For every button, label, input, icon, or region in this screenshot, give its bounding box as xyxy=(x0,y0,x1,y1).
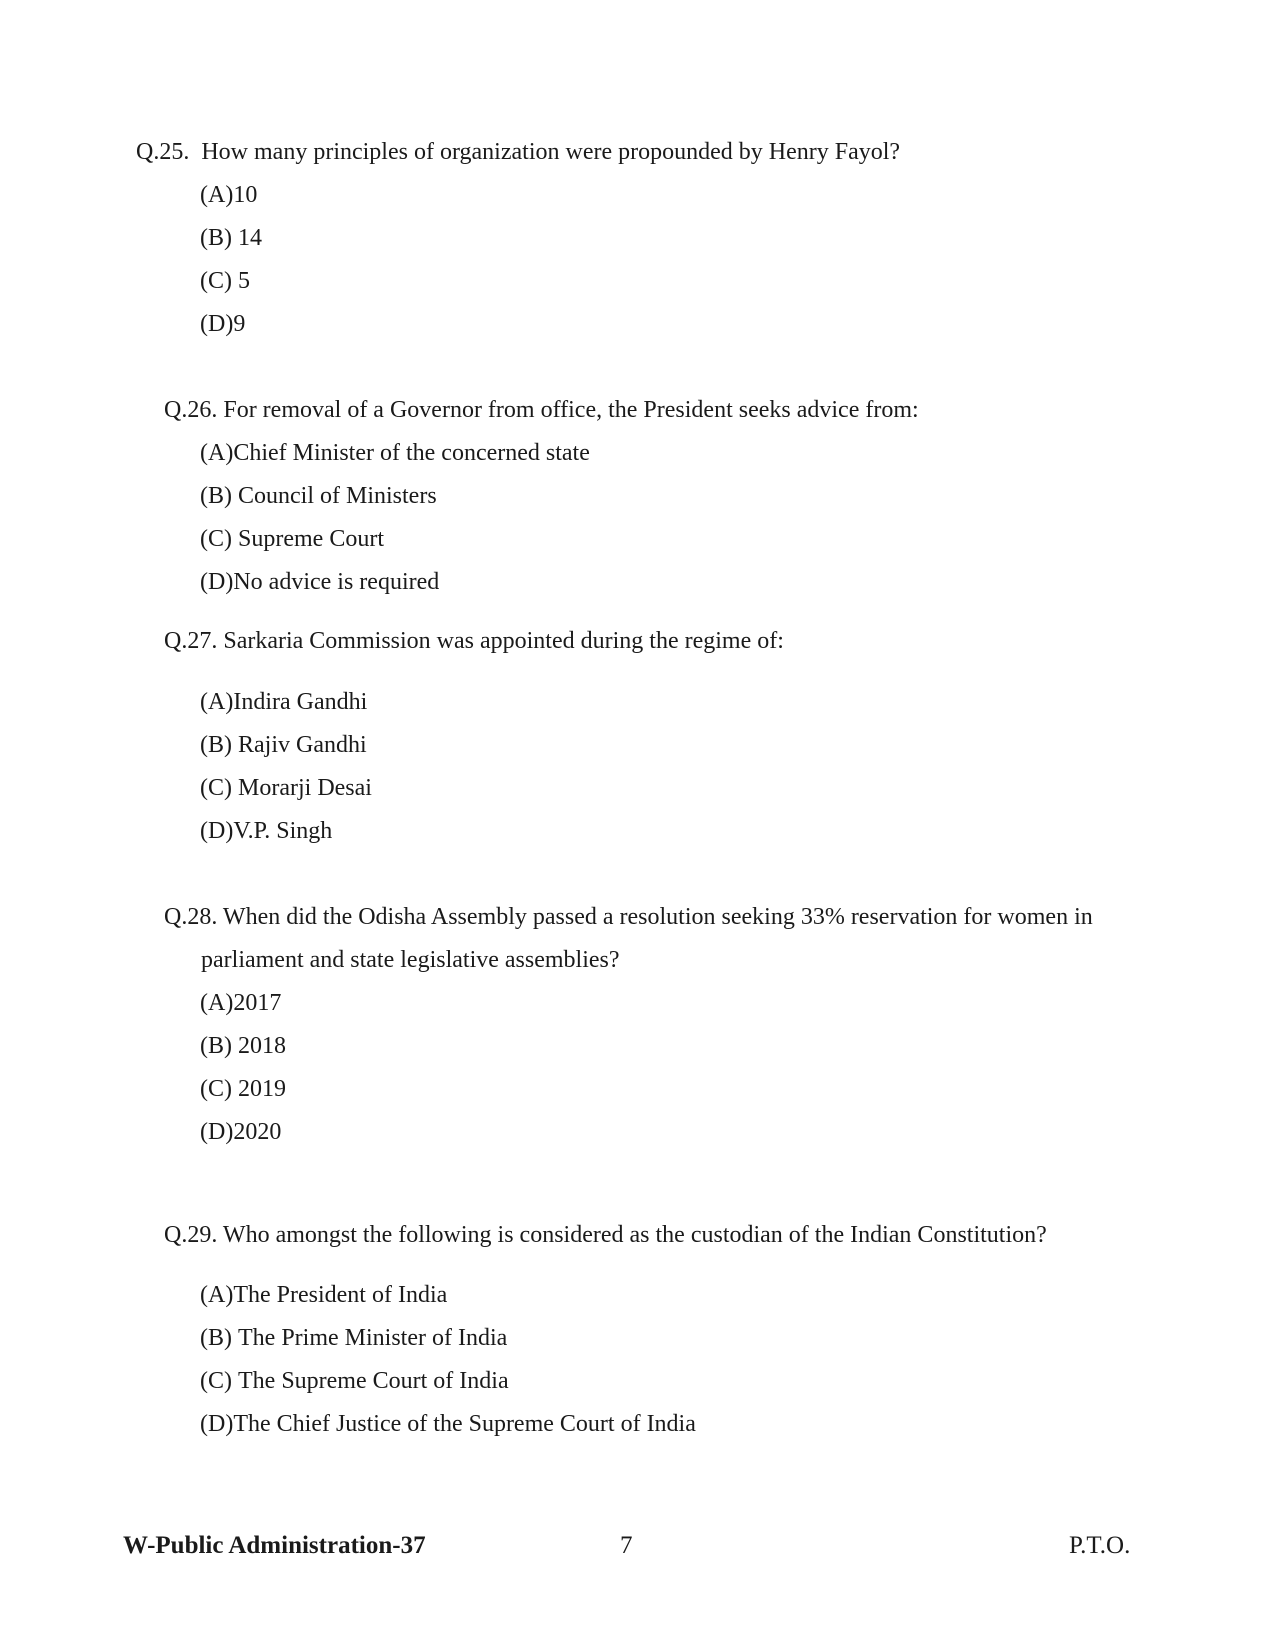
question-number: Q.29. xyxy=(164,1222,218,1248)
option-27-c xyxy=(200,776,372,800)
option-text: 2019 xyxy=(238,1076,286,1102)
option-label: (A) xyxy=(200,689,234,715)
option-text: The President of India xyxy=(233,1282,448,1308)
option-text: The Supreme Court of India xyxy=(238,1368,509,1394)
option-label: (A) xyxy=(200,1282,234,1308)
question-number: Q.27. xyxy=(164,628,218,654)
option-29-b xyxy=(200,1326,507,1350)
option-label: (B) xyxy=(200,732,232,758)
option-label: (D) xyxy=(200,818,234,844)
option-label: (B) xyxy=(200,1033,232,1059)
page-number: 7 xyxy=(620,1532,633,1559)
question-28 xyxy=(164,905,1093,929)
option-26-d xyxy=(200,570,439,594)
option-label: (B) xyxy=(200,483,232,509)
option-27-b xyxy=(200,733,367,757)
option-text: 5 xyxy=(238,268,250,294)
option-label: (D) xyxy=(200,569,234,595)
option-29-a xyxy=(200,1283,447,1307)
question-27 xyxy=(164,629,784,653)
option-label: (A) xyxy=(200,440,234,466)
option-text: 14 xyxy=(238,225,262,251)
option-27-a xyxy=(200,690,367,714)
option-28-c xyxy=(200,1077,286,1101)
option-28-d xyxy=(200,1120,281,1144)
paper-code: W-Public Administration-37 xyxy=(123,1532,426,1559)
option-29-c xyxy=(200,1369,509,1393)
option-text: 2017 xyxy=(233,990,282,1016)
option-25-c xyxy=(200,269,250,293)
option-text: 2020 xyxy=(233,1119,282,1145)
option-label: (C) xyxy=(200,1368,232,1394)
question-text: Who amongst the following is considered as the custodian of the Indian Constitution? xyxy=(222,1222,1047,1248)
option-label: (C) xyxy=(200,268,232,294)
option-27-d xyxy=(200,819,332,843)
question-25 xyxy=(136,140,900,164)
option-text: 2018 xyxy=(238,1033,286,1059)
option-label: (C) xyxy=(200,775,232,801)
option-label: (C) xyxy=(200,526,232,552)
option-text: The Prime Minister of India xyxy=(238,1325,508,1351)
option-28-a xyxy=(200,991,281,1015)
option-text: 9 xyxy=(233,311,246,337)
question-number: Q.26. xyxy=(164,397,218,423)
option-26-c xyxy=(200,527,384,551)
option-29-d xyxy=(200,1412,696,1436)
option-label: (D) xyxy=(200,311,234,337)
option-text: Supreme Court xyxy=(238,526,384,552)
option-25-a xyxy=(200,183,257,207)
option-text: Rajiv Gandhi xyxy=(238,732,367,758)
option-26-b xyxy=(200,484,437,508)
option-text: No advice is required xyxy=(233,569,440,595)
option-label: (A) xyxy=(200,990,234,1016)
option-text: V.P. Singh xyxy=(233,818,333,844)
option-text: Indira Gandhi xyxy=(233,689,368,715)
question-number: Q.28. xyxy=(164,904,218,930)
question-text: How many principles of organization were propounded by Henry Fayol? xyxy=(201,139,901,165)
option-label: (D) xyxy=(200,1411,234,1437)
option-25-d xyxy=(200,312,245,336)
option-label: (B) xyxy=(200,1325,232,1351)
question-number: Q.25. xyxy=(136,139,190,165)
question-text: Sarkaria Commission was appointed during the regime of: xyxy=(223,628,784,654)
question-text: For removal of a Governor from office, the President seeks advice from: xyxy=(223,397,919,423)
option-label: (B) xyxy=(200,225,232,251)
option-28-b xyxy=(200,1034,286,1058)
question-26 xyxy=(164,398,919,422)
option-text: Chief Minister of the concerned state xyxy=(233,440,590,466)
option-label: (A) xyxy=(200,182,234,208)
option-text: Council of Ministers xyxy=(238,483,437,509)
option-25-b xyxy=(200,226,262,250)
pto-label: P.T.O. xyxy=(1069,1532,1131,1559)
option-label: (C) xyxy=(200,1076,232,1102)
option-text: Morarji Desai xyxy=(238,775,372,801)
question-28-continuation: parliament and state legislative assemblies? xyxy=(201,947,620,973)
option-label: (D) xyxy=(200,1119,234,1145)
option-26-a xyxy=(200,441,590,465)
question-29 xyxy=(164,1223,1047,1247)
option-text: 10 xyxy=(233,182,258,208)
option-text: The Chief Justice of the Supreme Court of India xyxy=(233,1411,696,1437)
question-text: When did the Odisha Assembly passed a resolution seeking 33% reservation for women in xyxy=(222,904,1093,930)
